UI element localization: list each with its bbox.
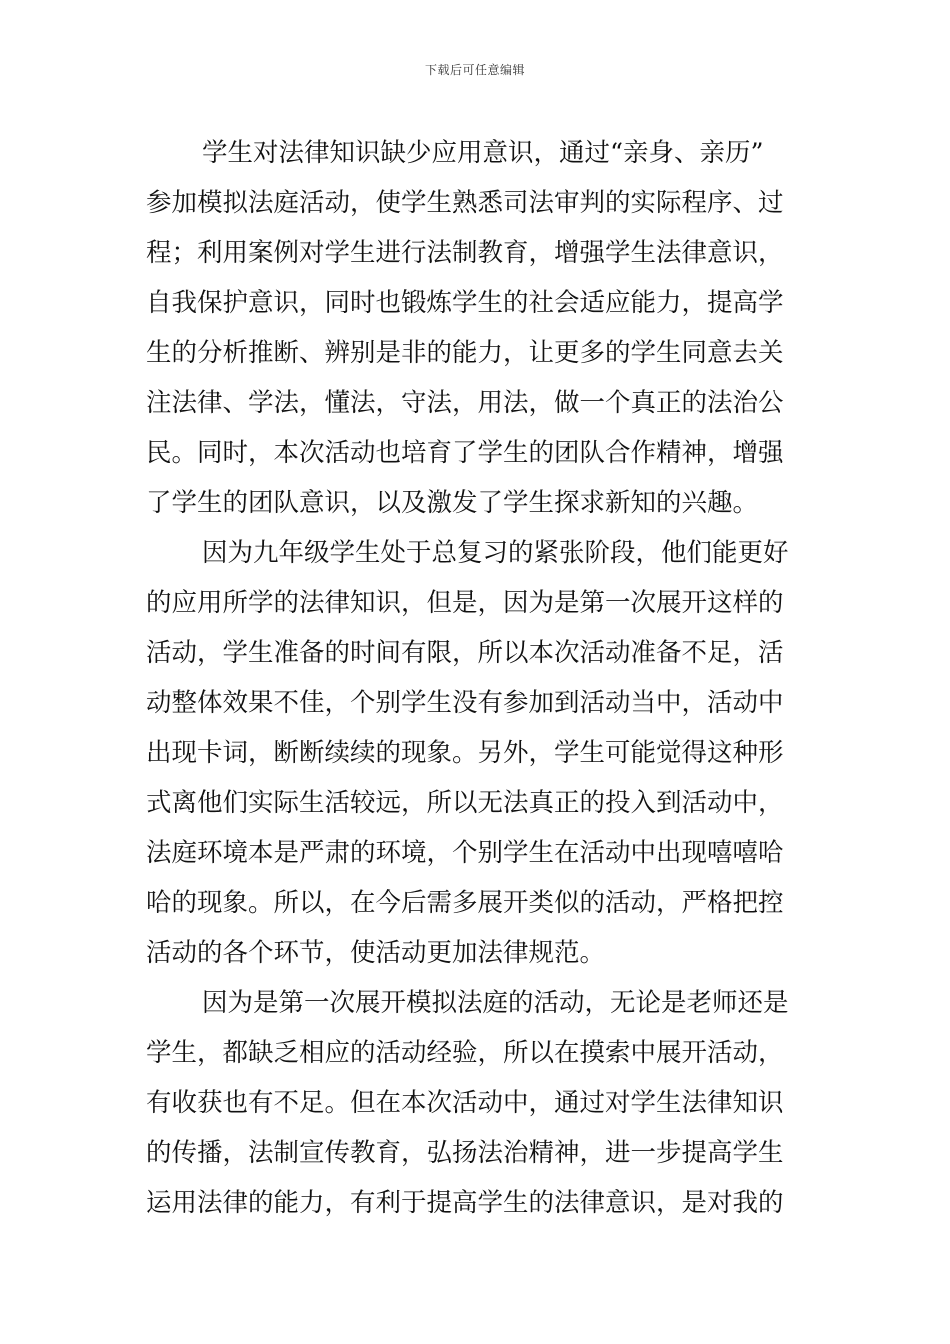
text-line: 因为九年级学生处于总复习的紧张阶段，他们能更好 — [202, 538, 789, 568]
text-line: 有收获也有不足。但在本次活动中，通过对学生法律知识 — [146, 1088, 784, 1118]
text-line: 哈的现象。所以，在今后需多展开类似的活动，严格把控 — [146, 888, 784, 918]
paragraph-1 — [146, 128, 806, 528]
text-line: 运用法律的能力，有利于提高学生的法律意识，是对我的 — [146, 1188, 784, 1218]
text-line: 参加模拟法庭活动，使学生熟悉司法审判的实际程序、过 — [146, 188, 784, 218]
text-line: 活动，学生准备的时间有限，所以本次活动准备不足，活 — [146, 638, 784, 668]
text-line: 学生对法律知识缺少应用意识，通过“亲身、亲历” — [202, 138, 764, 168]
document-body — [146, 128, 806, 1228]
text-line: 了学生的团队意识，以及激发了学生探求新知的兴趣。 — [146, 488, 759, 518]
paragraph-2 — [146, 528, 806, 978]
text-line: 民。同时，本次活动也培育了学生的团队合作精神，增强 — [146, 438, 784, 468]
text-line: 活动的各个环节，使活动更加法律规范。 — [146, 938, 606, 968]
text-line: 学生，都缺乏相应的活动经验，所以在摸索中展开活动， — [146, 1038, 784, 1068]
text-line: 的传播，法制宣传教育，弘扬法治精神，进一步提高学生 — [146, 1138, 784, 1168]
text-line: 式离他们实际生活较远，所以无法真正的投入到活动中， — [146, 788, 784, 818]
text-line: 的应用所学的法律知识，但是，因为是第一次展开这样的 — [146, 588, 784, 618]
text-line: 因为是第一次展开模拟法庭的活动，无论是老师还是 — [202, 988, 789, 1018]
text-line: 注法律、学法，懂法，守法，用法，做一个真正的法治公 — [146, 388, 784, 418]
text-line: 生的分析推断、辨别是非的能力，让更多的学生同意去关 — [146, 338, 784, 368]
text-line: 自我保护意识，同时也锻炼学生的社会适应能力，提高学 — [146, 288, 784, 318]
page-header: 下载后可任意编辑 — [424, 63, 525, 77]
text-line: 动整体效果不佳，个别学生没有参加到活动当中，活动中 — [146, 688, 784, 718]
paragraph-3 — [146, 978, 806, 1228]
text-line: 出现卡词，断断续续的现象。另外，学生可能觉得这种形 — [146, 738, 784, 768]
text-line: 程；利用案例对学生进行法制教育，增强学生法律意识， — [146, 238, 784, 268]
text-line: 法庭环境本是严肃的环境，个别学生在活动中出现嘻嘻哈 — [146, 838, 784, 868]
